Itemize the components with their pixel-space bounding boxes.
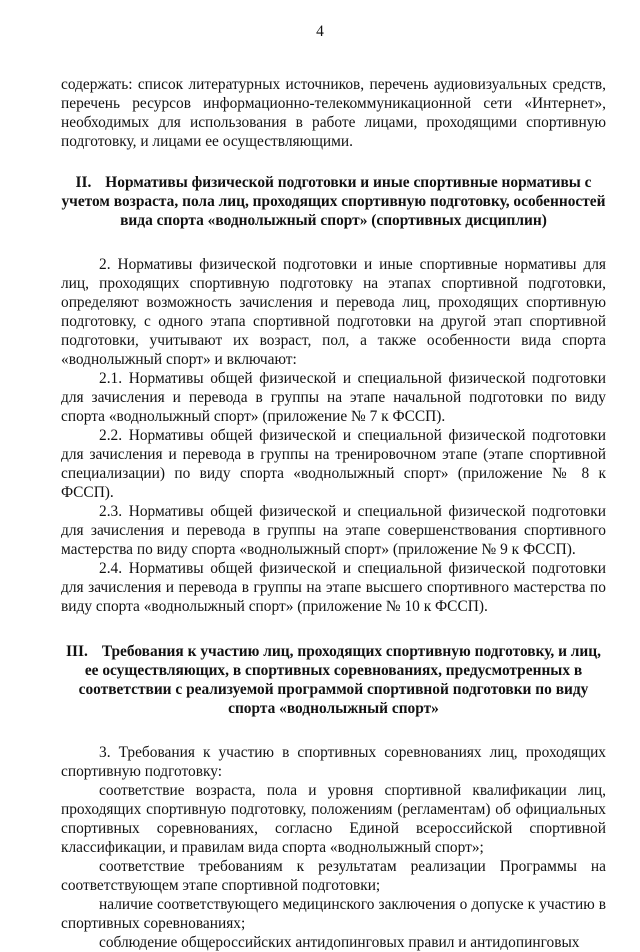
page-content (61, 75, 606, 952)
section-heading (61, 173, 606, 230)
paragraph: соблюдение общероссийских антидопинговых правил и антидопинговых (99, 934, 580, 951)
paragraph: 3. Требования к участию в спортивных соревнованиях лиц, проходящих спортивную подготовку: (61, 744, 606, 780)
paragraph: 2.1. Нормативы общей физической и специальной физической подготовки для зачисления и перевода в группы на этапе начальной подготовки по виду спорта «воднолыжный спорт» (приложение № 7 к ФССП). (61, 370, 606, 425)
section-title: Требования к участию лиц, проходящих спортивную подготовку, и лиц, ее осуществляющих, в спортивных соревнованиях, предусмотренных в соответствии с реализуемой программой спортивной подготовки по виду спорта «воднолыжный спорт» (78, 643, 602, 717)
section-heading (61, 642, 606, 718)
page-number: 4 (316, 23, 324, 40)
section-title: Нормативы физической подготовки и иные спортивные нормативы с учетом возраста, пола лиц, проходящих спортивную подготовку, особенностей вида спорта «воднолыжный спорт» (спортивных дисциплин) (61, 174, 606, 229)
paragraph: 2.4. Нормативы общей физической и специальной физической подготовки для зачисления и перевода в группы на этапе высшего спортивного мастерства по виду спорта «воднолыжный спорт» (приложение № 10 к ФССП). (61, 560, 606, 615)
paragraph: соответствие возраста, пола и уровня спортивной квалификации лиц, проходящих спортивную подготовку, положениям (регламентам) об официальных спортивных соревнованиях, согласно Единой всероссийской спортивной классификации, и правилам вида спорта «воднолыжный спорт»; (61, 782, 606, 856)
section-number: II. (75, 174, 92, 191)
section-number: III. (65, 643, 88, 660)
paragraph: наличие соответствующего медицинского заключения о допуске к участию в спортивных соревнованиях; (61, 896, 606, 932)
paragraph: 2. Нормативы физической подготовки и иные спортивные нормативы для лиц, проходящих спортивную подготовку на этапах спортивной подготовки, определяют возможность зачисления и перевода лиц, проходящих спортивную подготовку, с одного этапа спортивной подготовки на другой этап спортивной подготовки, учитывают их возраст, пол, а также особенности вида спорта «воднолыжный спорт» и включают: (61, 256, 606, 368)
paragraph: соответствие требованиям к результатам реализации Программы на соответствующем этапе спортивной подготовки; (61, 858, 606, 894)
paragraph: 2.2. Нормативы общей физической и специальной физической подготовки для зачисления и перевода в группы на тренировочном этапе (этапе спортивной специализации) по виду спорта «воднолыжный спорт» (приложение № 8 к ФССП). (61, 427, 606, 501)
paragraph: содержать: список литературных источников, перечень аудиовизуальных средств, перечень ресурсов информационно-телекоммуникационной сети «Интернет», необходимых для использования в работе лицами, проходящими спортивную подготовку, и лицами ее осуществляющими. (61, 76, 606, 150)
paragraph: 2.3. Нормативы общей физической и специальной физической подготовки для зачисления и перевода в группы на этапе совершенствования спортивного мастерства по виду спорта «воднолыжный спорт» (приложение № 9 к ФССП). (61, 503, 606, 558)
